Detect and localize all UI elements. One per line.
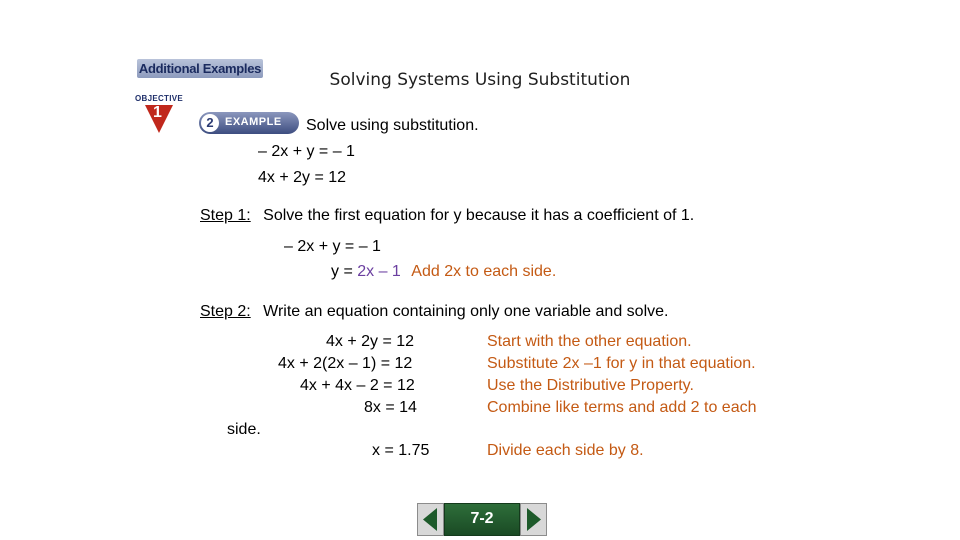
step-2-equation-3: 4x + 4x – 2 = 12 <box>300 377 415 394</box>
step-2-equation-1: 4x + 2y = 12 <box>326 333 415 350</box>
additional-examples-badge: Additional Examples <box>138 61 262 76</box>
page-title: Solving Systems Using Substitution <box>329 70 631 90</box>
example-equation-2: 4x + 2y = 12 <box>258 169 347 186</box>
step-2-text: Write an equation containing only one variable and solve. <box>263 303 669 320</box>
step-2-note-3: Use the Distributive Property. <box>487 377 694 394</box>
step-2-note-2: Substitute 2x –1 for y in that equation. <box>487 355 756 372</box>
step-2-final-note: Divide each side by 8. <box>487 442 644 459</box>
objective-label: OBJECTIVE <box>135 94 184 103</box>
step-1-line-2-prefix: y = <box>331 263 358 280</box>
lesson-label: 7-2 <box>444 503 520 536</box>
step-2-final-equation: x = 1.75 <box>372 442 430 459</box>
step-1-line-1: – 2x + y = – 1 <box>284 238 381 255</box>
step-1-label: Step 1: <box>200 207 251 224</box>
objective-badge <box>135 94 183 136</box>
arrow-right-icon <box>521 504 546 535</box>
previous-button[interactable] <box>417 503 444 536</box>
step-2-equation-4: 8x = 14 <box>364 399 417 416</box>
step-2-row <box>200 303 668 321</box>
arrow-left-icon <box>418 504 443 535</box>
example-instruction: Solve using substitution. <box>306 117 479 134</box>
example-label: EXAMPLE <box>225 116 282 128</box>
step-1-line-2-expr: 2x – 1 <box>357 263 401 280</box>
example-badge <box>199 112 299 134</box>
step-2-label: Step 2: <box>200 303 251 320</box>
step-2-note-1: Start with the other equation. <box>487 333 692 350</box>
step-2-wrap-word: side. <box>227 421 261 438</box>
step-1-line-2 <box>331 263 556 281</box>
slide-navigation <box>417 503 547 536</box>
step-1-text: Solve the first equation for y because it has a coefficient of 1. <box>263 207 695 224</box>
step-1-row <box>200 207 694 225</box>
step-2-equation-2: 4x + 2(2x – 1) = 12 <box>278 355 413 372</box>
example-equation-1: – 2x + y = – 1 <box>258 143 355 160</box>
example-number: 2 <box>201 114 219 132</box>
next-button[interactable] <box>520 503 547 536</box>
step-1-line-2-note: Add 2x to each side. <box>411 263 557 280</box>
objective-number: 1 <box>153 104 162 121</box>
step-2-note-4: Combine like terms and add 2 to each <box>487 399 757 416</box>
